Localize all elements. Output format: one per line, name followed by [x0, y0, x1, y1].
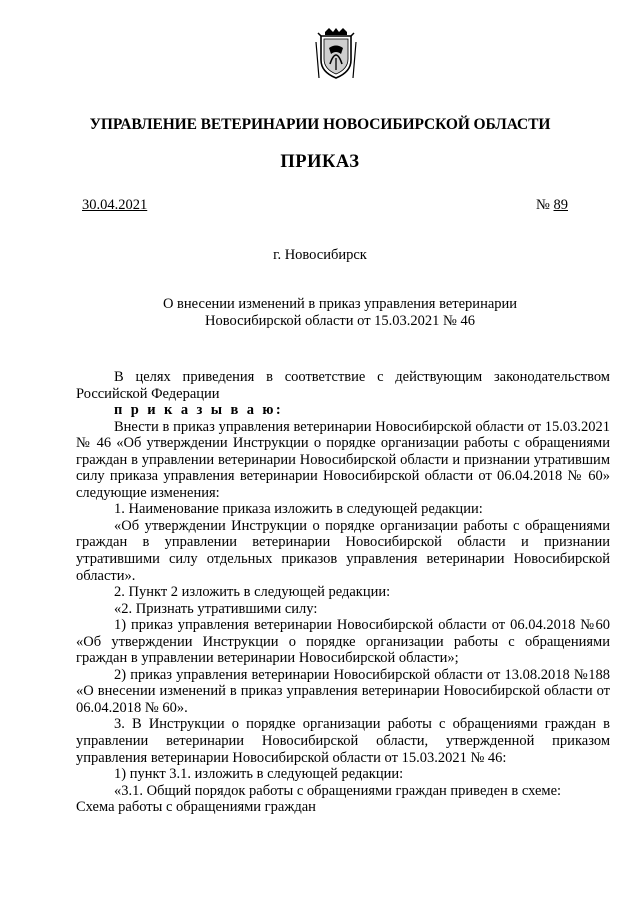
paragraph-quote-2: «2. Признать утратившими силу: — [114, 600, 318, 617]
city: г. Новосибирск — [273, 247, 367, 263]
paragraph-item-3: 3. В Инструкции о порядке организации работы с обращениями граждан в управлении ветеринарии Новосибирской области, утвержденной приказом управления ветеринарии Новосибирской области от 15.03.2021 № 46: — [76, 716, 610, 766]
document-type: ПРИКАЗ — [280, 152, 360, 172]
paragraph-preamble: В целях приведения в соответствие с действующим законодательством Российской Федерации — [76, 369, 610, 402]
paragraph-subitem-1: 1) приказ управления ветеринарии Новосибирской области от 06.04.2018 №60 «Об утверждении Инструкции о порядке организации работы с обращениями граждан в управлении ветеринарии Новосибирской области»; — [76, 617, 610, 667]
paragraph-item-1: 1. Наименование приказа изложить в следующей редакции: — [114, 501, 483, 518]
document-body — [76, 369, 610, 816]
number-value: 89 — [553, 197, 568, 213]
number-prefix: № — [536, 197, 550, 213]
organization-name: УПРАВЛЕНИЕ ВЕТЕРИНАРИИ НОВОСИБИРСКОЙ ОБЛАСТИ — [89, 116, 551, 133]
paragraph-item-2: 2. Пункт 2 изложить в следующей редакции: — [114, 584, 391, 601]
paragraph-main: Внести в приказ управления ветеринарии Новосибирской области от 15.03.2021 № 46 «Об утверждении Инструкции о порядке организации работы с обращениями граждан в управлении ветеринарии Новосибирской области и признании утратившим силу приказа управления ветеринарии Новосибирской области от 06.04.2018 № 60» следующие изменения: — [76, 418, 610, 501]
coat-of-arms-icon — [315, 28, 357, 82]
paragraph-order-word: п р и к а з ы в а ю: — [114, 402, 284, 419]
paragraph-scheme-title: Схема работы с обращениями граждан — [76, 799, 316, 816]
paragraph-quote-1: «Об утверждении Инструкции о порядке организации работы с обращениями граждан в управлении ветеринарии Новосибирской области и признании утратившими силу отдельных приказов управления ветеринарии Новосибирской области». — [76, 517, 610, 584]
document-number — [536, 197, 568, 214]
paragraph-subitem-3-1: 1) пункт 3.1. изложить в следующей редакции: — [114, 766, 404, 783]
paragraph-subitem-2: 2) приказ управления ветеринарии Новосибирской области от 13.08.2018 №188 «О внесении изменений в приказ управления ветеринарии Новосибирской области от 06.04.2018 № 60». — [76, 666, 610, 716]
document-date: 30.04.2021 — [82, 197, 148, 213]
document-subject: О внесении изменений в приказ управления ветеринарии Новосибирской области от 15.03.2021 № 46 — [162, 296, 518, 329]
paragraph-quote-3: «3.1. Общий порядок работы с обращениями граждан приведен в схеме: — [114, 782, 562, 799]
